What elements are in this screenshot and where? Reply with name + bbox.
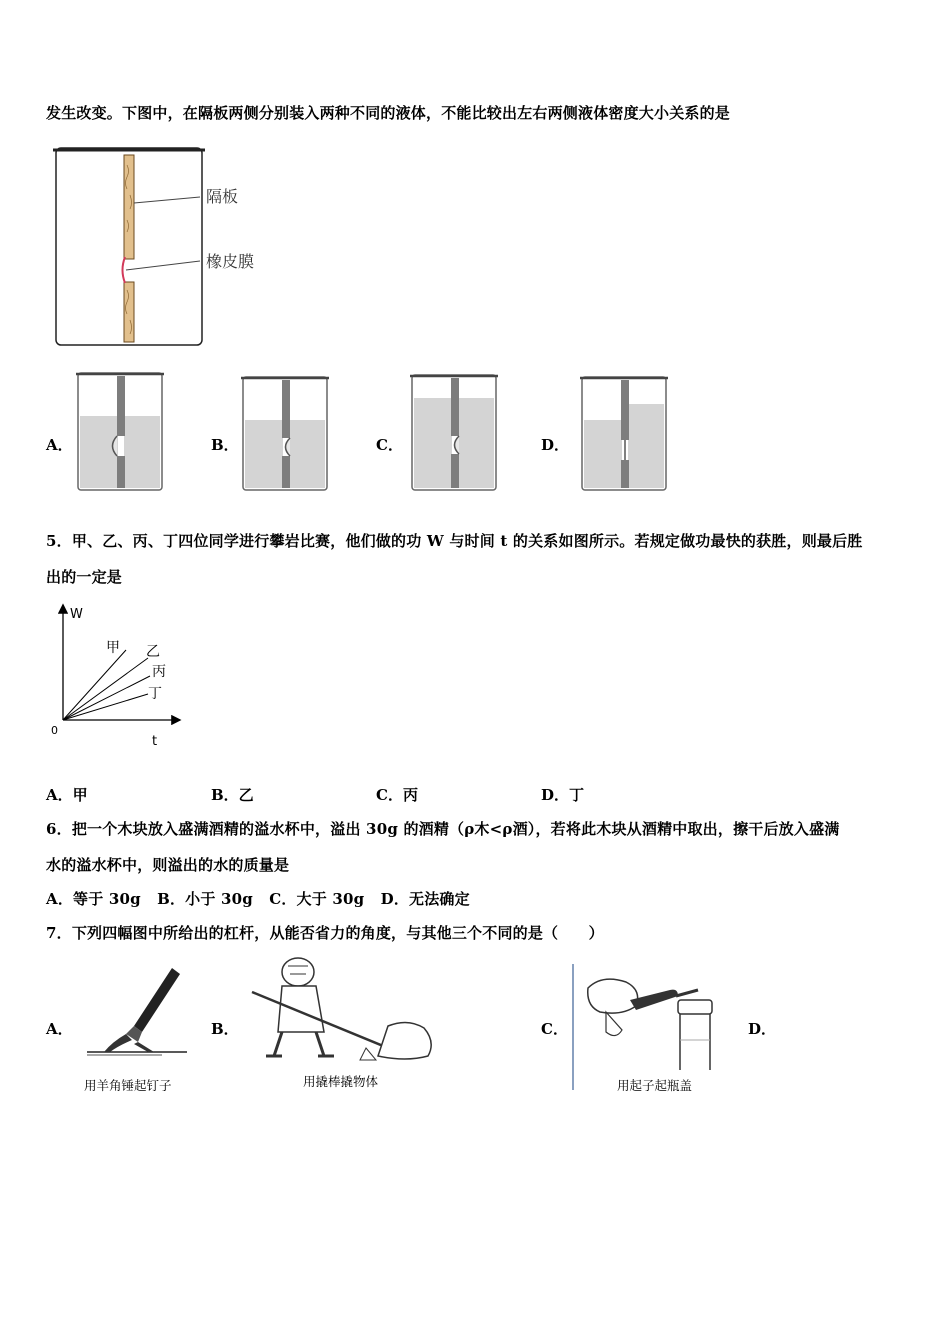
- label-yi: 乙: [146, 644, 160, 660]
- q4-beaker-b: [239, 374, 331, 494]
- caption-claw-hammer: 用羊角锤起钉子: [84, 1078, 172, 1093]
- q5-option-a[interactable]: A．甲: [46, 786, 88, 804]
- x-axis-label: t: [152, 734, 158, 749]
- q4-beaker-a: [74, 370, 166, 494]
- line-ding: [63, 694, 148, 720]
- q5-stem-line2: 出的一定是: [46, 568, 123, 586]
- q5-stem-line1: 5．甲、乙、丙、丁四位同学进行攀岩比赛，他们做的功 W 与时间 t 的关系如图所示。若规定做功最快的获胜，则最后胜: [46, 532, 863, 550]
- membrane-label: 橡皮膜: [206, 252, 255, 271]
- q4-beaker-c: [408, 372, 500, 494]
- line-jia: [63, 650, 126, 720]
- line-bing: [63, 676, 150, 720]
- q5-option-b[interactable]: B．乙: [211, 786, 254, 804]
- q4-option-a[interactable]: A．: [46, 436, 73, 454]
- label-ding: 丁: [148, 686, 162, 702]
- q5-option-d[interactable]: D．丁: [541, 786, 585, 804]
- label-bing: 丙: [152, 664, 166, 680]
- q7-option-d[interactable]: D．: [748, 1020, 777, 1038]
- line-yi: [63, 658, 148, 720]
- q4-option-b[interactable]: B．: [211, 436, 239, 454]
- caption-crowbar: 用撬棒撬物体: [303, 1074, 379, 1089]
- q4-option-c[interactable]: C．: [376, 436, 403, 454]
- q6-stem-line1: 6．把一个木块放入盛满酒精的溢水杯中，溢出 30g 的酒精（ρ木<ρ酒），若将此木块从酒精中取出，擦干后放入盛满: [46, 820, 840, 838]
- claw-hammer-illustration: [82, 960, 192, 1060]
- label-jia: 甲: [106, 640, 120, 656]
- q7-option-c[interactable]: C．: [541, 1020, 568, 1038]
- work-time-graph: [46, 600, 196, 750]
- origin-label: 0: [51, 724, 58, 737]
- partition-container-diagram: [50, 145, 290, 350]
- y-axis-label: W: [70, 607, 83, 622]
- q6-options[interactable]: A．等于 30g B．小于 30g C．大于 30g D．无法确定: [46, 890, 470, 908]
- crowbar-illustration: [238, 952, 443, 1070]
- q4-beaker-d: [578, 374, 670, 494]
- partition-label: 隔板: [206, 187, 239, 206]
- q7-option-b[interactable]: B．: [211, 1020, 239, 1038]
- caption-bottle-opener: 用起子起瓶盖: [617, 1078, 693, 1093]
- q7-stem: 7．下列四幅图中所给出的杠杆，从能否省力的角度，与其他三个不同的是（ ）: [46, 924, 604, 942]
- q4-option-d[interactable]: D．: [541, 436, 570, 454]
- q7-option-a[interactable]: A．: [46, 1020, 73, 1038]
- bottle-opener-illustration: [570, 960, 720, 1080]
- q5-option-c[interactable]: C．丙: [376, 786, 418, 804]
- q6-stem-line2: 水的溢水杯中，则溢出的水的质量是: [46, 856, 290, 874]
- q4-intro: 发生改变。下图中，在隔板两侧分别装入两种不同的液体，不能比较出左右两侧液体密度大小关系的是: [46, 104, 731, 122]
